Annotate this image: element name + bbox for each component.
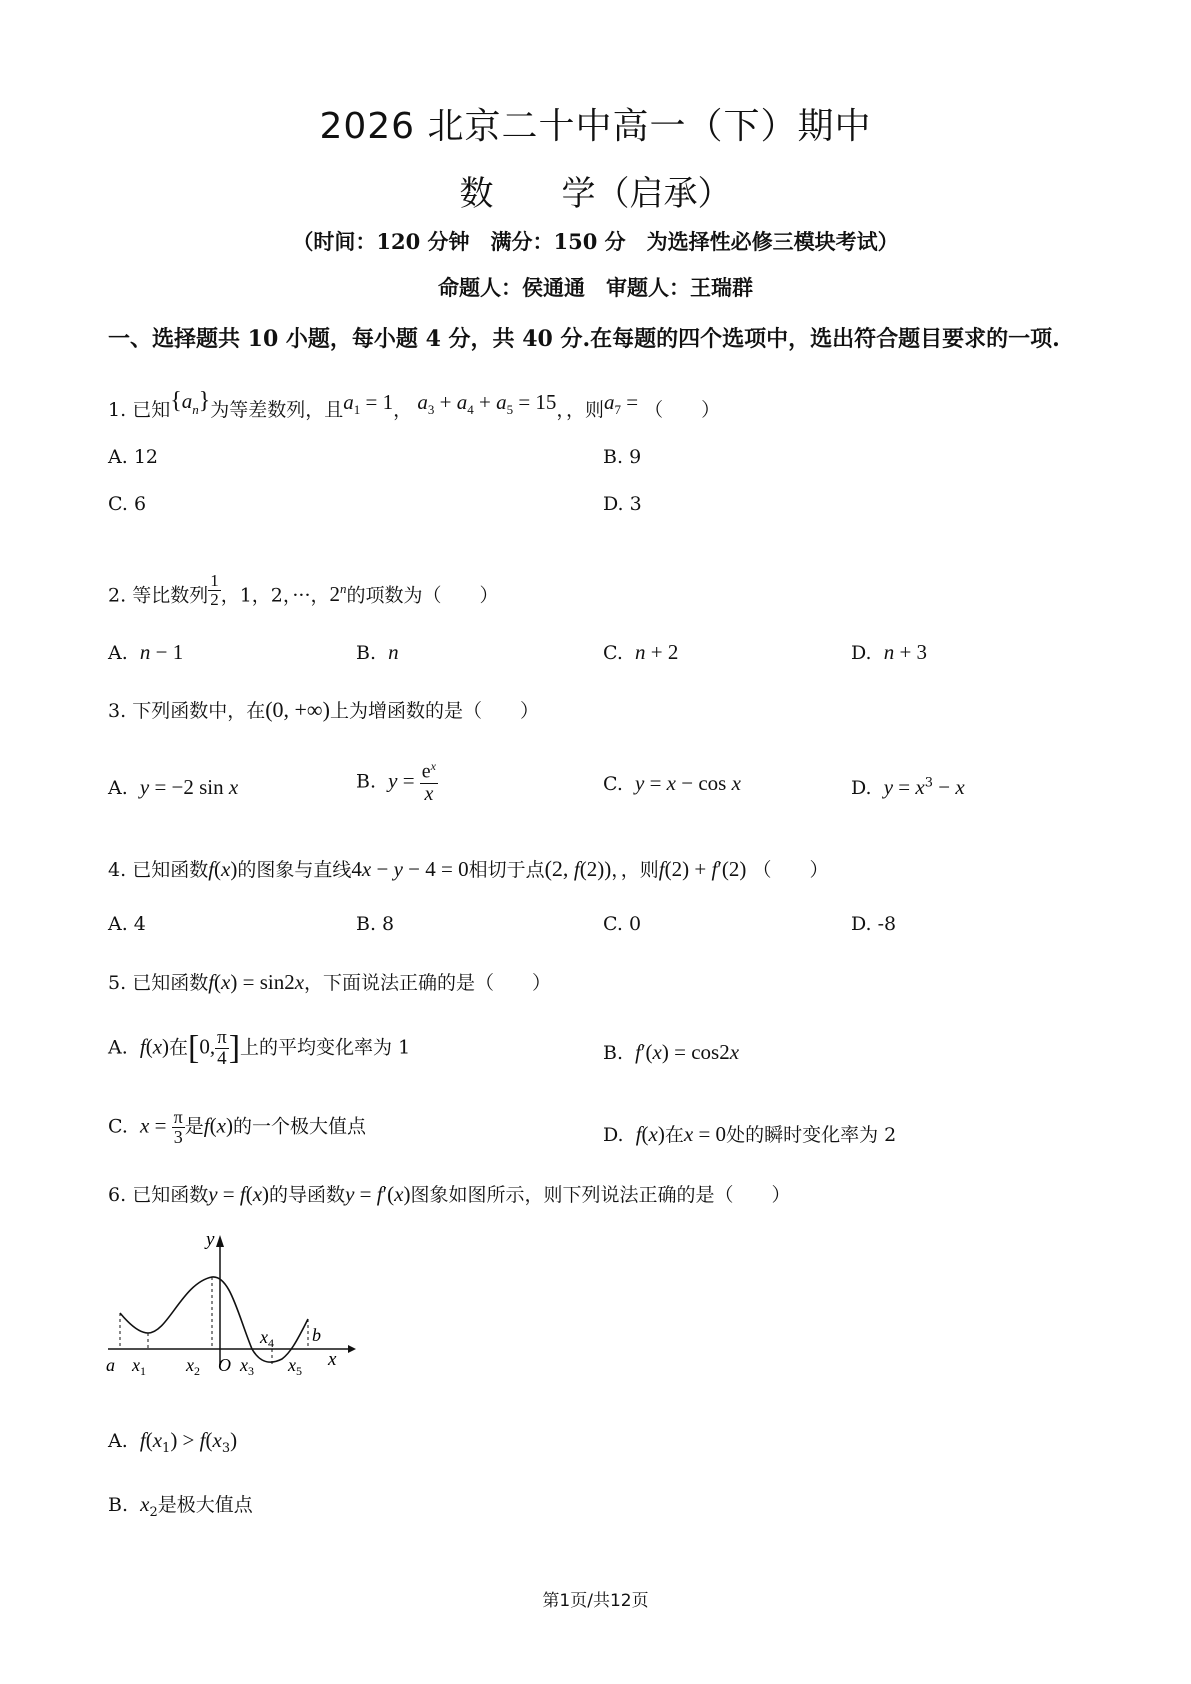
q6-option-a: A. $f(x_1) > f(x_3)$ [108,1428,238,1456]
q1-option-b: B. 9 [603,446,642,468]
q3-option-c: C. y = x − cos x [603,771,741,795]
q2-option-b: B. n [356,640,399,664]
exam-info: （时间：120 分钟 满分：150 分 为选择性必修三模块考试） [292,229,899,254]
q2-option-c: C. n + 2 [603,640,679,664]
q5-option-c: C. x = $\frac{\pi}{3}$ 是f(x)的一个极大值点 [108,1107,366,1147]
svg-text:b: b [312,1325,321,1345]
q1-option-d: D. 3 [603,493,642,515]
q5-option-a: A. f(x)在[0, $\frac{\pi}{4}$ ]上的平均变化率为 1 [108,1027,411,1069]
exam-subject: 数 学（启承） [459,174,732,214]
svg-text:x2: $x_2$ [186,1355,200,1378]
question-2: 2. 等比数列 $\frac{1}{2}$ ，1，2，···，$2^n$的项数为（ ） [108,571,499,609]
svg-text:y: y [206,1229,215,1250]
question-3: 3. 下列函数中，在(0, +∞)上为增函数的是（ ） [108,697,539,722]
svg-text:x: x [328,1349,337,1370]
q3-option-d: D. $y = x^3 - x$ [851,775,965,799]
y-axis-arrow [216,1235,224,1247]
q3-option-b: B. y = $\frac{e^x}{x}$ [356,759,436,805]
q4-option-d: D. -8 [851,913,897,935]
q4-option-c: C. 0 [603,913,642,935]
q3-option-a: A. y = −2 sin x [108,775,239,799]
page-footer: 第1页/共12页 [542,1591,649,1611]
q5-option-b: B. f′(x) = cos2x [603,1040,740,1064]
svg-text:x4: $x_4$ [260,1327,274,1350]
svg-text:O: O [218,1355,231,1375]
exam-title: 2026 北京二十中高一（下）期中 [319,106,872,147]
derivative-graph [100,1225,360,1385]
question-5: 5. 已知函数f(x) = sin2x，下面说法正确的是（ ） [108,970,552,994]
q4-option-a: A. 4 [108,913,146,935]
section-heading: 一、选择题共 10 小题，每小题 4 分，共 40 分.在每题的四个选项中，选出符合题目要求的一项. [108,326,1060,352]
q2-option-a: A. n − 1 [108,640,184,664]
q6-option-b: B. $x_2$是极大值点 [108,1492,253,1520]
q1-option-a: A. 12 [108,446,158,468]
q4-option-b: B. 8 [356,913,395,935]
q2-option-d: D. n + 3 [851,640,928,664]
question-number: 1. [108,399,127,421]
question-6: 6. 已知函数y = f(x)的导函数y = f′(x)图象如图所示，则下列说法正确的是（ ） [108,1182,791,1206]
svg-text:x5: $x_5$ [288,1355,302,1378]
question-1: 1. 已知$\{a_n\}$为等差数列，且$a_1 = 1$， $a_3 + a_4 + a_5 = 15$，，则$a_7$ = （ ） [108,388,721,421]
svg-text:x3: $x_3$ [240,1355,254,1378]
exam-authors: 命题人：侯通通 审题人：王瑞群 [438,275,753,300]
svg-text:a: a [106,1355,115,1375]
x-axis-arrow [348,1345,356,1353]
q1-option-c: C. 6 [108,493,147,515]
svg-text:x1: $x_1$ [132,1355,146,1378]
question-4: 4. 已知函数f(x)的图象与直线4x − y − 4 = 0相切于点(2, f(2))，，则f(2) + f′(2) （ ） [108,856,829,881]
q5-option-d: D. f(x)在x = 0处的瞬时变化率为 2 [603,1122,897,1146]
